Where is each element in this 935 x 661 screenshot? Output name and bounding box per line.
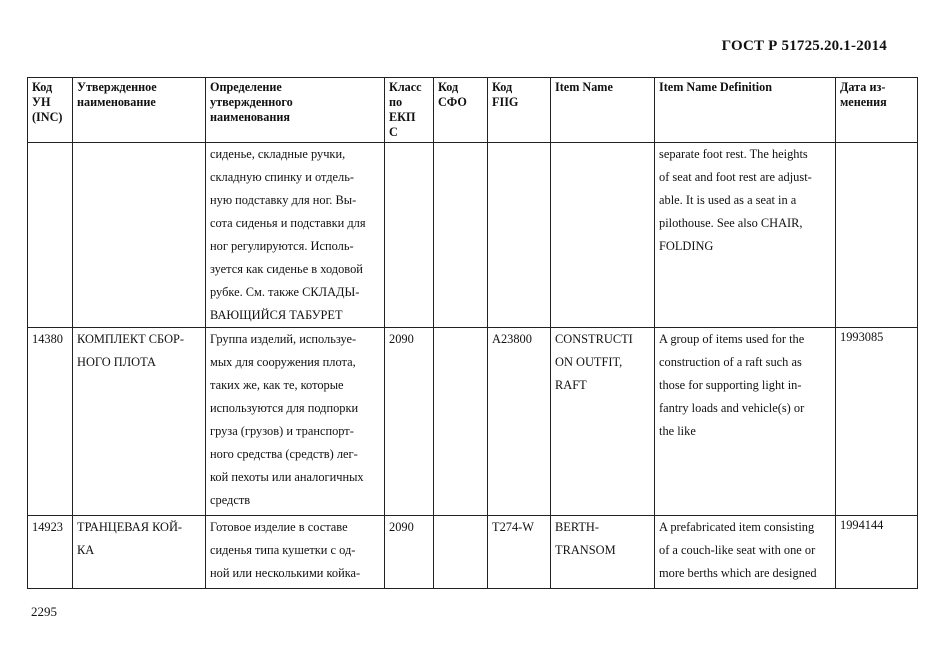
approved-name-cell	[73, 143, 206, 328]
sfo-cell	[434, 328, 488, 516]
header-line: наименование	[77, 95, 156, 109]
cell-value: 2090	[389, 332, 414, 346]
cell-value: A23800	[492, 332, 532, 346]
cell-line: of seat and foot rest are adjust-	[659, 170, 812, 184]
inc-cell	[28, 328, 73, 516]
item-name-definition-cell	[655, 328, 836, 516]
cell-line: ного средства (средств) лег-	[210, 447, 358, 461]
inc-cell	[28, 143, 73, 328]
approved-name-cell	[73, 516, 206, 589]
header-line: Item Name Definition	[659, 80, 773, 94]
class-cell	[385, 328, 434, 516]
header-definition	[206, 78, 385, 143]
cell-line: КОМПЛЕКТ СБОР-	[77, 332, 185, 346]
header-line: С	[389, 125, 398, 139]
definition-cell	[206, 516, 385, 589]
cell-line: КА	[77, 543, 95, 557]
cell-line: BERTH-	[555, 520, 599, 534]
cell-value: 14380	[32, 332, 63, 346]
cell-line: складную спинку и отдель-	[210, 170, 354, 184]
approved-name-cell	[73, 328, 206, 516]
cell-value: 1993085	[840, 330, 884, 344]
header-change-date	[836, 78, 918, 143]
header-line: Утвержденное	[77, 80, 157, 94]
header-item-name	[551, 78, 655, 143]
cell-line: кой пехоты или аналогичных	[210, 470, 364, 484]
definition-cell	[206, 328, 385, 516]
header-line: УН	[32, 95, 51, 109]
header-sfo	[434, 78, 488, 143]
change-date-cell	[836, 143, 918, 328]
header-line: Код	[32, 80, 53, 94]
cell-line: используются для подпорки	[210, 401, 359, 415]
cell-line: мых для сооружения плота,	[210, 355, 356, 369]
cell-line: more berths which are designed	[659, 566, 817, 580]
item-name-definition-cell	[655, 143, 836, 328]
item-name-definition-cell	[655, 516, 836, 589]
cell-line: able. It is used as a seat in a	[659, 193, 797, 207]
cell-line: сиденье, складные ручки,	[210, 147, 346, 161]
fiig-cell	[488, 328, 551, 516]
header-fiig	[488, 78, 551, 143]
header-line: по	[389, 95, 403, 109]
header-line: Класс	[389, 80, 422, 94]
table-row	[28, 516, 918, 589]
cell-line: separate foot rest. The heights	[659, 147, 808, 161]
header-line: ЕКП	[389, 110, 416, 124]
cell-line: ТРАНЦЕВАЯ КОЙ-	[77, 520, 183, 534]
cell-line: таких же, как те, которые	[210, 378, 344, 392]
cell-line: зуется как сиденье в ходовой	[210, 262, 363, 276]
cell-line: CONSTRUCTI	[555, 332, 633, 346]
table-header-row	[28, 78, 918, 143]
cell-line: Группа изделий, используе-	[210, 332, 357, 346]
header-line: FIIG	[492, 95, 519, 109]
cell-value: T274-W	[492, 520, 534, 534]
cell-line: TRANSOM	[555, 543, 616, 557]
fiig-cell	[488, 143, 551, 328]
header-class	[385, 78, 434, 143]
change-date-cell	[836, 516, 918, 589]
document-code: ГОСТ Р 51725.20.1-2014	[721, 38, 887, 54]
cell-line: ног регулируются. Исполь-	[210, 239, 354, 253]
cell-line: НОГО ПЛОТА	[77, 355, 156, 369]
cell-line: рубке. См. также СКЛАДЫ-	[210, 285, 360, 299]
cell-line: Готовое изделие в составе	[210, 520, 348, 534]
cell-line: of a couch-like seat with one or	[659, 543, 816, 557]
header-line: Дата из-	[840, 80, 886, 94]
item-name-registry-table	[27, 77, 918, 589]
cell-line: A group of items used for the	[659, 332, 805, 346]
cell-line: A prefabricated item consisting	[659, 520, 815, 534]
sfo-cell	[434, 143, 488, 328]
cell-value: 1994144	[840, 518, 884, 532]
header-line: Определение	[210, 80, 282, 94]
inc-cell	[28, 516, 73, 589]
header-approved-name	[73, 78, 206, 143]
cell-line: груза (грузов) и транспорт-	[210, 424, 354, 438]
class-cell	[385, 143, 434, 328]
cell-line: сиденья типа кушетки с од-	[210, 543, 356, 557]
header-item-name-definition	[655, 78, 836, 143]
cell-line: сота сиденья и подставки для	[210, 216, 366, 230]
cell-line: ную подставку для ног. Вы-	[210, 193, 357, 207]
header-line: менения	[840, 95, 887, 109]
header-line: Код	[438, 80, 459, 94]
cell-line: the like	[659, 424, 696, 438]
class-cell	[385, 516, 434, 589]
cell-line: fantry loads and vehicle(s) or	[659, 401, 805, 415]
cell-line: construction of a raft such as	[659, 355, 802, 369]
change-date-cell	[836, 328, 918, 516]
cell-line: ON OUTFIT,	[555, 355, 623, 369]
table-row	[28, 143, 918, 328]
cell-value: 14923	[32, 520, 63, 534]
item-name-cell	[551, 143, 655, 328]
item-name-cell	[551, 516, 655, 589]
page-number: 2295	[31, 604, 57, 619]
cell-line: pilothouse. See also CHAIR,	[659, 216, 803, 230]
table-row	[28, 328, 918, 516]
cell-line: средств	[210, 493, 251, 507]
header-line: СФО	[438, 95, 467, 109]
header-line: Код	[492, 80, 513, 94]
fiig-cell	[488, 516, 551, 589]
cell-line: FOLDING	[659, 239, 714, 253]
cell-line: those for supporting light in-	[659, 378, 802, 392]
sfo-cell	[434, 516, 488, 589]
cell-value: 2090	[389, 520, 414, 534]
definition-cell	[206, 143, 385, 328]
cell-line: ВАЮЩИЙСЯ ТАБУРЕТ	[210, 308, 343, 322]
header-inc	[28, 78, 73, 143]
header-line: Item Name	[555, 80, 613, 94]
cell-line: RAFT	[555, 378, 587, 392]
header-line: (INC)	[32, 110, 63, 124]
item-name-cell	[551, 328, 655, 516]
cell-line: ной или несколькими койка-	[210, 566, 361, 580]
header-line: наименования	[210, 110, 290, 124]
header-line: утвержденного	[210, 95, 293, 109]
